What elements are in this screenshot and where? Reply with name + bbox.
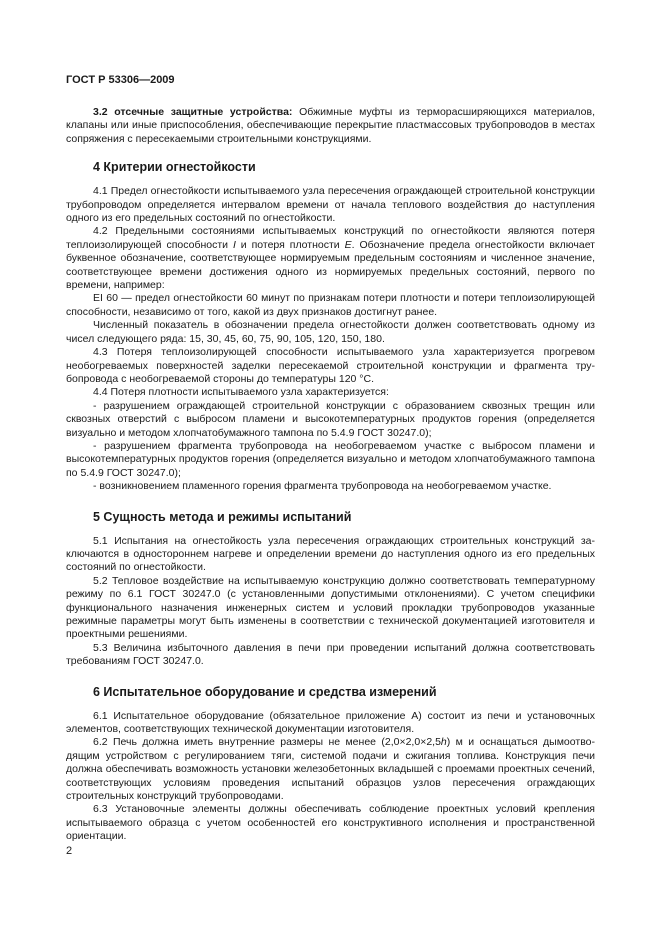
- standard-header: ГОСТ Р 53306—2009: [66, 74, 175, 86]
- clause-5-1: 5.1 Испытания на огнестойкость узла пересечения ограждающих строительных конструкций заключаются в одностороннем нагреве и определении времени до наступления одного из его предельных состояний по огнестойкости.: [66, 534, 595, 574]
- page-number: 2: [66, 845, 73, 857]
- clause-4-4-item-1: - разрушением ограждающей строительной конструкции с образованием сквозных трещин или сквозных отверстий с выбросом пламени и высокотемпературных продуктов горения (определяется визуально и методом хлопчатобумажного тампона по 5.4.9 ГОСТ 30247.0);: [66, 399, 595, 439]
- clause-6-2-text-a: 6.2 Печь должна иметь внутренние размеры не менее (2,0×2,0×2,5: [93, 736, 441, 749]
- clause-4-2-text-b: и потеря плотности: [235, 238, 345, 251]
- clause-4-4-item-2: - разрушением фрагмента трубопровода на необогреваемом участке с выбросом пламени и высокотемпературных продуктов горения (определяется визуально и методом хлопчатобумажного тампона по 5.4.9 ГОСТ 30247.0);: [66, 439, 595, 479]
- clause-6-1: 6.1 Испытательное оборудование (обязательное приложение А) состоит из печи и установочных элементов, соответствующих технической документации изготовителя.: [66, 709, 595, 736]
- section-4-title: 4 Критерии огнестойкости: [93, 160, 256, 175]
- clause-4-4-item-3: - возникновением пламенного горения фрагмента трубопровода на необогреваемом участке.: [93, 480, 552, 493]
- clause-4-2-text-c: . Обозначение предела огнестойкости включает буквенное обозначение, соответствующее нормируемым предельным состояниям и численное значение, соответствующее времени достижения одного из нормируемых предельных состояний, первого по времени, например:: [66, 238, 595, 292]
- clause-4-2: [66, 225, 595, 292]
- clause-4-4: 4.4 Потеря плотности испытываемого узла характеризуется:: [93, 386, 389, 399]
- clause-5-2: 5.2 Тепловое воздействие на испытываемую конструкцию должно соответствовать температурному режиму по 6.1 ГОСТ 30247.0 (с установленными допустимыми отклонениями). С учетом специфики функционального назначения инженерных систем и условий прокладки трубопроводов указанные режимные параметры могут быть изменены в соответствии с технической документацией изготовителя и проектными решениями.: [66, 574, 595, 641]
- numeric-series: Численный показатель в обозначении предела огнестойкости должен соответствовать одному из чисел следующего ряда: 15, 30, 45, 60, 75, 90, 105, 120, 150, 180.: [66, 319, 595, 345]
- clause-6-2: [66, 736, 595, 803]
- clause-4-3: 4.3 Потеря теплоизолирующей способности испытываемого узла характеризуется прогревом необогреваемых поверхностей заделки пересекаемой строительной конструкции и фрагмента трубопровода с необогреваемой стороны до температуры 120 °С.: [66, 346, 595, 385]
- example-ei60: EI 60 — предел огнестойкости 60 минут по признакам потери плотности и потери теплоизолирующей способности, независимо от того, какой из двух признаков достигнут ранее.: [66, 292, 595, 318]
- clause-4-2-text-a: 4.2 Предельными состояниями испытываемых конструкций по огнестойкости являются потеря теплоизолирующей способности: [66, 225, 595, 251]
- clause-6-3: 6.3 Установочные элементы должны обеспечивать соблюдение проектных условий крепления испытываемого образца с учетом особенностей его конструктивного исполнения и пространственной ориентации.: [66, 803, 595, 843]
- clause-4-1: 4.1 Предел огнестойкости испытываемого узла пересечения ограждающей строительной конструкции трубопроводом определяется интервалом времени от начала теплового воздействия до наступления одного из его предельных состояний по огнестойкости.: [66, 185, 595, 225]
- symbol-e: E: [344, 238, 352, 251]
- clause-3-2-text: Обжимные муфты из терморасширяющихся материалов, клапаны или иные приспособления, обеспечивающие перекрытие пластмассовых трубопроводов в местах сопряжения с пересекаемыми строительными конструкциями.: [66, 106, 596, 145]
- clause-6-2-text-b: ) м и оснащаться дымоотводящим устройством с регулированием тяги, системой подачи и сжигания топлива. Конструкция печи должна обеспечивать возможность установки железобетонных вкладышей с проемами проектных сечений, соответствующих условиям проведения испытаний образцов узлов пересечения ограждающих строительных конструкций трубопроводами.: [66, 736, 595, 803]
- section-6-title: 6 Испытательное оборудование и средства измерений: [93, 684, 437, 699]
- symbol-i: I: [232, 238, 236, 251]
- term-shutoff-devices: 3.2 отсечные защитные устройства:: [93, 106, 293, 118]
- clause-3-2: [66, 106, 595, 146]
- clause-5-3: 5.3 Величина избыточного давления в печи при проведении испытаний должна соответствовать требованиям ГОСТ 30247.0.: [66, 641, 595, 668]
- section-5-title: 5 Сущность метода и режимы испытаний: [93, 509, 352, 524]
- symbol-h: h: [440, 736, 447, 749]
- page-body: [66, 106, 595, 844]
